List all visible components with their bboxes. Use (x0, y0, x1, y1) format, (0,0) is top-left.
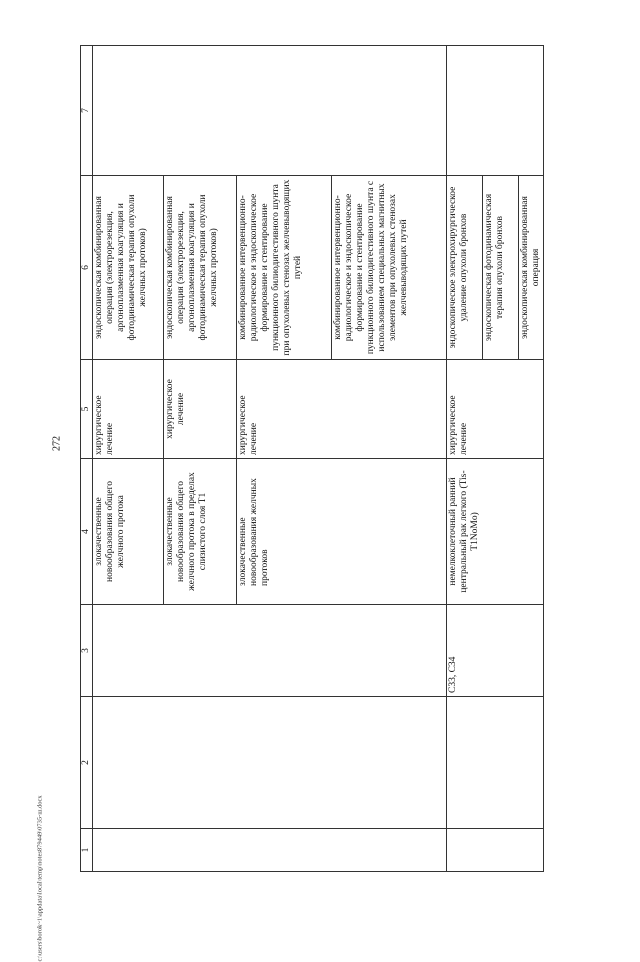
method-cell: эндоскопическая комбинированная операция (электрорезекция, аргоноплазменная коагуляция и фотодинамическая терапия опухоли желчных протоков) (164, 176, 237, 360)
method-cell: эндоскопическая комбинированная операция (519, 176, 544, 360)
header-col-3: 3 (81, 605, 93, 697)
header-col-6: 6 (81, 176, 93, 360)
treatment-type-cell: хирургическое лечение (164, 360, 237, 459)
rotated-table-page (80, 46, 638, 872)
diagnosis-cell: злокачественные новообразования общего желчного протока в пределах слизистого слоя T1 (164, 459, 237, 605)
treatment-type-cell: хирургическое лечение (237, 360, 447, 459)
method-cell: эндоскопическое электрохирургическое удаление опухоли бронхов (447, 176, 483, 360)
method-cell: комбинированное интервенционно-радиологическое и эндоскопическое формирование и стентирование пункционного билиодигестивного шунта при опухолевых стенозах желчевыводящих путей (237, 176, 332, 360)
cell-empty (93, 605, 447, 697)
diagnosis-cell: злокачественные новообразования желчных протоков (237, 459, 447, 605)
header-col-5: 5 (81, 360, 93, 459)
header-row (81, 46, 93, 872)
treatment-type-cell: хирургическое лечение (93, 360, 164, 459)
diagnosis-cell: злокачественные новообразования общего желчного протока (93, 459, 164, 605)
header-col-7: 7 (81, 46, 93, 176)
cell-empty (447, 697, 544, 829)
diagnosis-cell: немелкоклеточный ранний центральный рак легкого (Tis-T1NoMo) (447, 459, 544, 605)
method-cell: эндоскопическая комбинированная операция (электрорезекция, аргоноплазменная коагуляция и фотодинамическая терапия опухоли желчных протоков) (93, 176, 164, 360)
method-cell: комбинированное интервенционно-радиологическое и эндоскопическое формирование и стентирование пункционного билиодигестивного шунта с использованием специальных магнитных элементов при опухолевых стенозах желчевыводящих путей (332, 176, 447, 360)
header-col-4: 4 (81, 459, 93, 605)
table-row (447, 46, 483, 872)
page-number: 272 (51, 436, 63, 451)
icd-code-cell: C33, C34 (447, 605, 544, 697)
header-col-1: 1 (81, 829, 93, 872)
treatment-type-cell: хирургическое лечение (447, 360, 544, 459)
method-cell: эндоскопическая фотодинамическая терапия опухоли бронхов (483, 176, 519, 360)
table-row (93, 46, 164, 872)
cell-empty (447, 46, 544, 176)
header-col-2: 2 (81, 697, 93, 829)
cell-empty (93, 46, 447, 176)
cell-empty (447, 829, 544, 872)
cell-empty (93, 829, 447, 872)
treatment-table (80, 45, 544, 872)
cell-empty (93, 697, 447, 829)
footer-file-path: c:\users\borok~1\appdata\local\temp\notes879449\0735-ш.docx (36, 795, 44, 962)
